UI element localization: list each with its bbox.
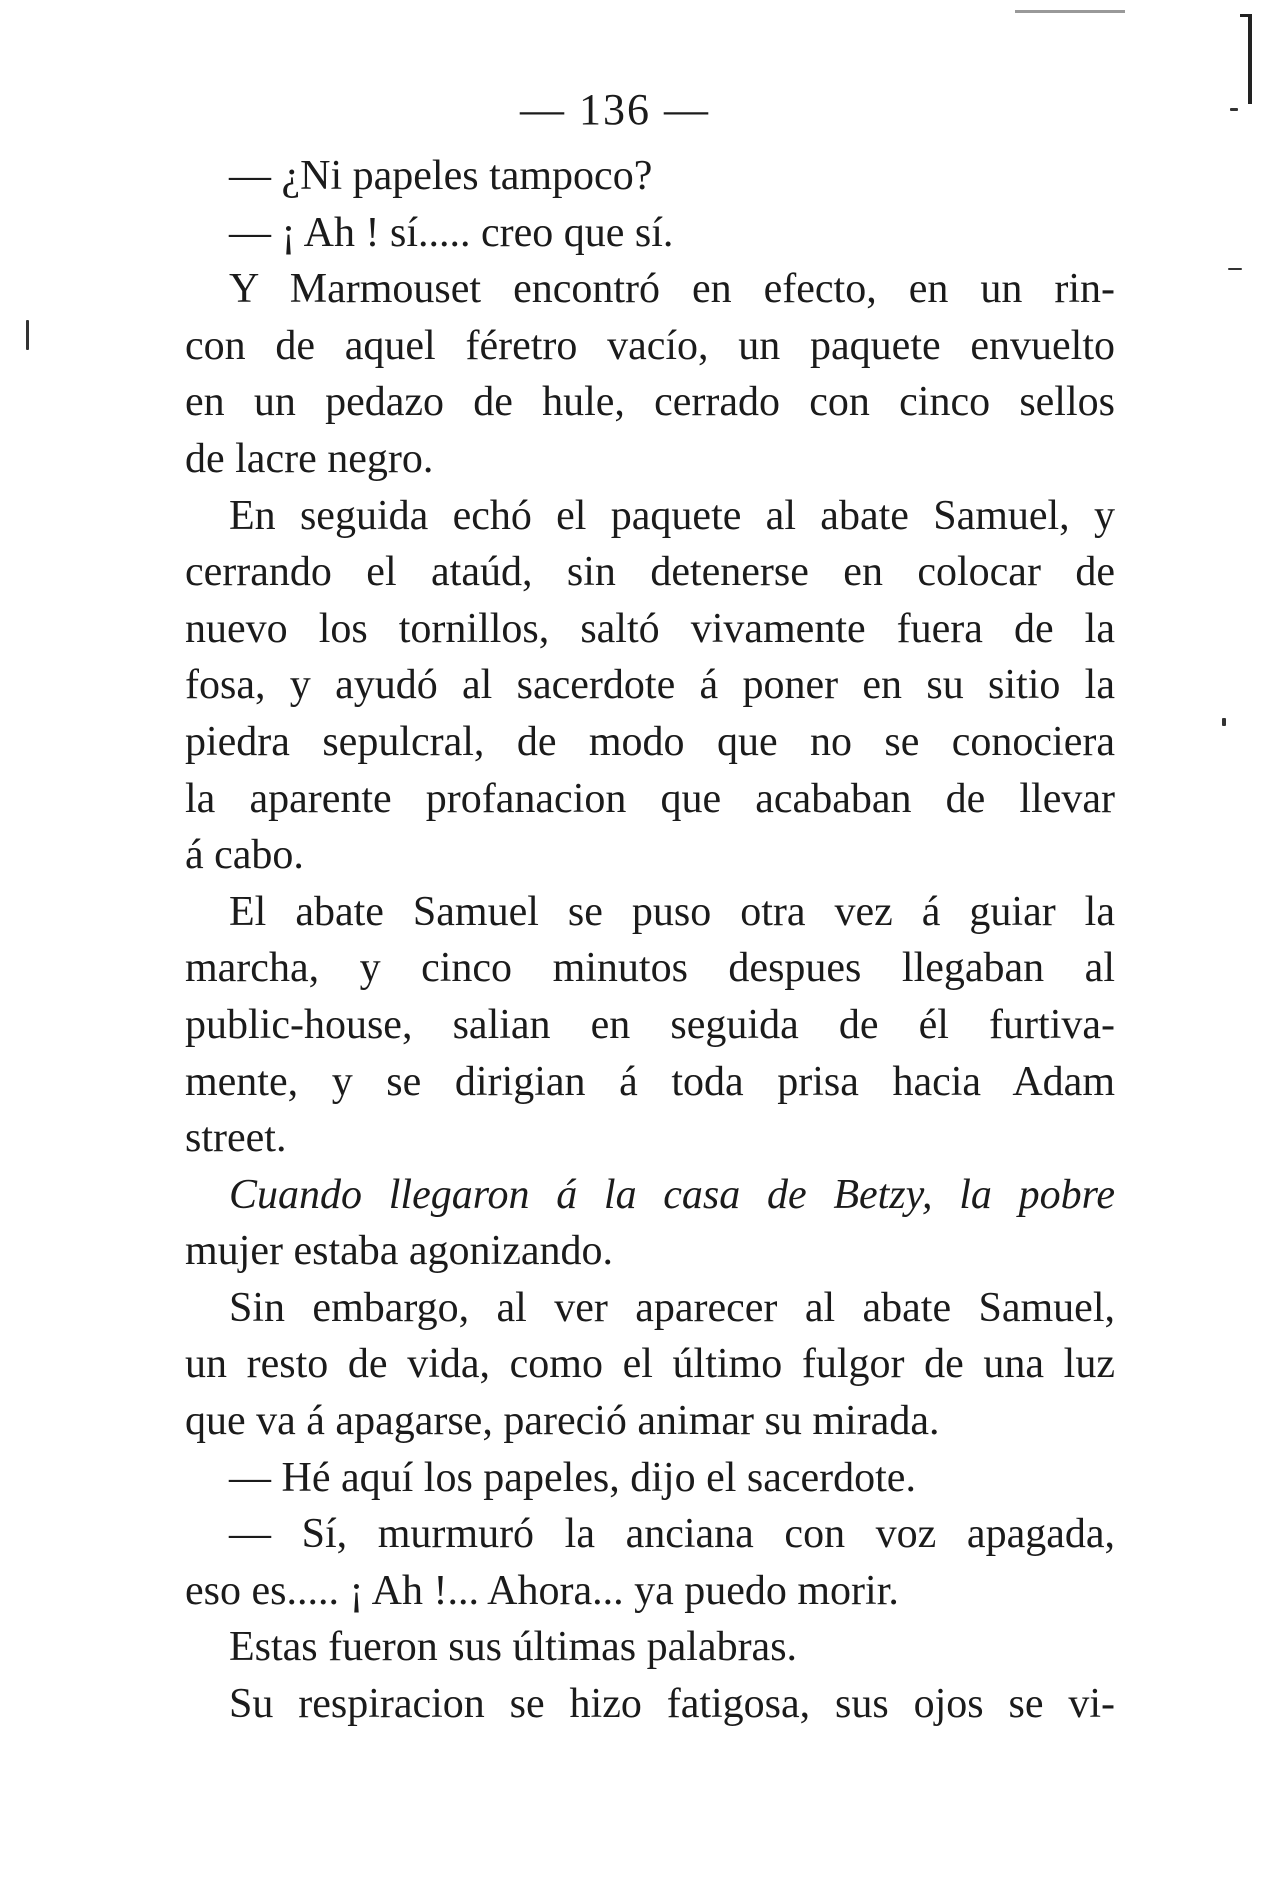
text-line: de lacre negro. bbox=[185, 435, 434, 482]
text-line: la aparente profanacion que acababan de llevar bbox=[185, 775, 1115, 822]
text-line: eso es..... ¡ Ah !... Ahora... ya puedo morir. bbox=[185, 1567, 899, 1614]
scan-speck bbox=[26, 320, 29, 350]
scan-edge-mark bbox=[1015, 10, 1125, 13]
text-line: — Sí, murmuró la anciana con voz apagada, bbox=[229, 1511, 1115, 1558]
text-line: — ¡ Ah ! sí..... creo que sí. bbox=[229, 209, 674, 256]
text-line: un resto de vida, como el último fulgor de una luz bbox=[185, 1341, 1115, 1388]
text-line: mujer estaba agonizando. bbox=[185, 1228, 613, 1275]
page-number: — 136 — bbox=[520, 85, 710, 134]
scan-speck bbox=[1222, 718, 1226, 726]
text-line: Y Marmouset encontró en efecto, en un rin- bbox=[229, 266, 1115, 313]
scan-edge-mark bbox=[1248, 14, 1252, 104]
text-line: Cuando llegaron á la casa de Betzy, la pobre bbox=[229, 1171, 1115, 1218]
scan-edge-mark bbox=[1240, 14, 1252, 17]
text-line: El abate Samuel se puso otra vez á guiar la bbox=[229, 888, 1115, 935]
text-line: Sin embargo, al ver aparecer al abate Samuel, bbox=[229, 1284, 1115, 1331]
text-line: nuevo los tornillos, saltó vivamente fuera de la bbox=[185, 605, 1115, 652]
text-line: street. bbox=[185, 1115, 287, 1162]
text-line: marcha, y cinco minutos despues llegaban al bbox=[185, 945, 1115, 992]
text-line: á cabo. bbox=[185, 832, 304, 879]
text-line: Su respiracion se hizo fatigosa, sus ojos se vi- bbox=[229, 1681, 1115, 1728]
text-line: En seguida echó el paquete al abate Samuel, y bbox=[229, 492, 1115, 539]
text-line: fosa, y ayudó al sacerdote á poner en su sitio la bbox=[185, 662, 1115, 709]
body-text bbox=[185, 148, 1115, 1733]
text-line: piedra sepulcral, de modo que no se conociera bbox=[185, 718, 1115, 765]
text-line: que va á apagarse, pareció animar su mirada. bbox=[185, 1398, 940, 1445]
text-line: en un pedazo de hule, cerrado con cinco sellos bbox=[185, 379, 1115, 426]
text-line: public-house, salian en seguida de él furtiva- bbox=[185, 1001, 1115, 1048]
text-line: cerrando el ataúd, sin detenerse en colocar de bbox=[185, 549, 1115, 596]
text-line: — ¿Ni papeles tampoco? bbox=[229, 153, 653, 199]
scan-speck bbox=[1228, 268, 1242, 270]
text-line: — Hé aquí los papeles, dijo el sacerdote. bbox=[229, 1454, 916, 1501]
text-line: mente, y se dirigian á toda prisa hacia Adam bbox=[185, 1058, 1115, 1105]
text-line: con de aquel féretro vacío, un paquete envuelto bbox=[185, 322, 1115, 369]
scan-speck bbox=[1230, 108, 1238, 111]
text-line: Estas fueron sus últimas palabras. bbox=[229, 1624, 798, 1671]
